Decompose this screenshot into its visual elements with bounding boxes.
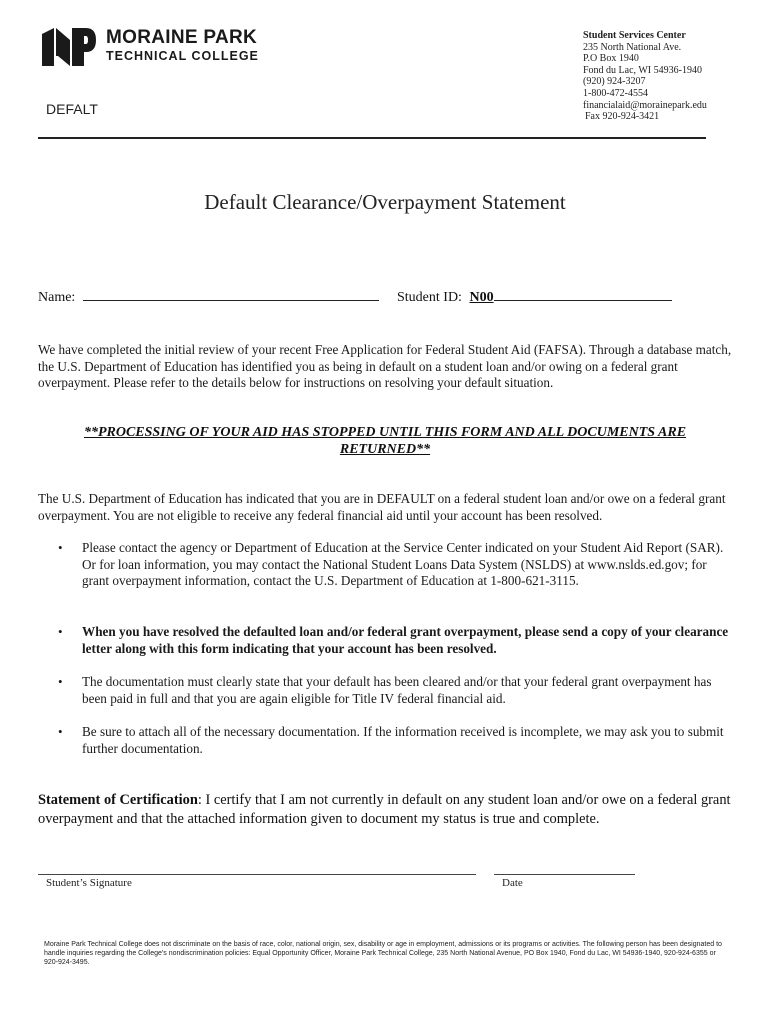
name-line[interactable] <box>83 287 379 301</box>
address-tollfree: 1-800-472-4554 <box>583 87 648 99</box>
student-id-label: Student ID: <box>397 290 462 305</box>
student-id-field[interactable] <box>397 287 672 306</box>
list-item-text: When you have resolved the defaulted loan and/or federal grant overpayment, please send a copy of your clearance letter along with this form indicating that your account has been resolved. <box>82 624 729 656</box>
college-logo <box>40 26 280 70</box>
address-city: Fond du Lac, WI 54936-1940 <box>583 64 702 76</box>
document-title: Default Clearance/Overpayment Statement <box>204 190 566 214</box>
address-street: 235 North National Ave. <box>583 41 682 53</box>
date-label: Date <box>502 877 523 889</box>
intro-paragraph: We have completed the initial review of your recent Free Application for Federal Student Aid (FAFSA). Through a database match, the U.S. Department of Education has identified you as being in default on a student loan and/or owing on a federal grant overpayment. Please refer to the details below for instructions on resolving your default situation. <box>38 342 732 390</box>
certification-text: : I certify that I am not currently in default on any student loan and/or owe on a federal grant overpayment and that the attached information given to document my status is true and complete. <box>38 792 731 827</box>
address-fax: Fax 920-924-3421 <box>585 111 660 123</box>
logo-name: MORAINE PARK <box>106 27 258 48</box>
certification-heading: Statement of Certification <box>38 792 198 808</box>
bullet-icon: • <box>58 624 63 639</box>
name-label: Name: <box>38 290 76 305</box>
student-id-line[interactable] <box>494 287 672 301</box>
logo-subtitle: TECHNICAL COLLEGE <box>106 49 259 63</box>
list-item-text: Be sure to attach all of the necessary documentation. If the information received is incomplete, we may ask you to submit further documentation. <box>82 724 724 756</box>
list-item-text: Please contact the agency or Department of Education at the Service Center indicated on your Student Aid Report (SAR). Or for loan information, you may contact the National Student Loans Data System (NSLDS) at www.nslds.ed.gov; for grant overpayment information, contact the U.S. Department of Education at 1-800-621-3115. <box>82 540 724 588</box>
bullet-icon: • <box>58 724 63 739</box>
address-po-box: P.O Box 1940 <box>583 53 639 65</box>
signature-label: Student’s Signature <box>46 877 132 889</box>
student-id-value: N00 <box>469 290 494 305</box>
address-phone: (920) 924-3207 <box>583 76 646 88</box>
bullet-icon: • <box>58 674 63 689</box>
bullet-icon: • <box>58 540 63 555</box>
signature-line[interactable] <box>38 874 476 875</box>
form-code: DEFALT <box>46 101 98 117</box>
date-line[interactable] <box>494 874 635 875</box>
address-title: Student Services Center <box>583 30 686 41</box>
default-notice: The U.S. Department of Education has indicated that you are in DEFAULT on a federal student loan and/or owe on a federal grant overpayment. You are not eligible to receive any federal financial aid until your account has been resolved. <box>38 491 726 523</box>
processing-warning: **PROCESSING OF YOUR AID HAS STOPPED UNTIL THIS FORM AND ALL DOCUMENTS ARE RETURNED** <box>83 425 687 457</box>
mpt-logo-icon <box>40 26 98 68</box>
address-email: financialaid@morainepark.edu <box>583 99 707 111</box>
contact-address <box>583 30 707 123</box>
nondiscrimination-footer: Moraine Park Technical College does not discriminate on the basis of race, color, national origin, sex, disability or age in employment, admissions or its programs or activities. The following person has been designated to handle inquiries regarding the College's nondiscrimination policies: Equal Opportunity Officer, Moraine Park Technical College, 235 North National Avenue, PO Box 1940, Fond du Lac, WI 54936-1940, 920-924-6355 or 920-924-3495. <box>44 941 722 966</box>
header-divider <box>38 137 706 139</box>
name-field[interactable] <box>38 287 379 306</box>
certification-statement <box>38 791 738 829</box>
list-item-text: The documentation must clearly state that your default has been cleared and/or that your federal grant overpayment has been paid in full and that you are again eligible for Title IV federal financial aid. <box>82 674 712 706</box>
